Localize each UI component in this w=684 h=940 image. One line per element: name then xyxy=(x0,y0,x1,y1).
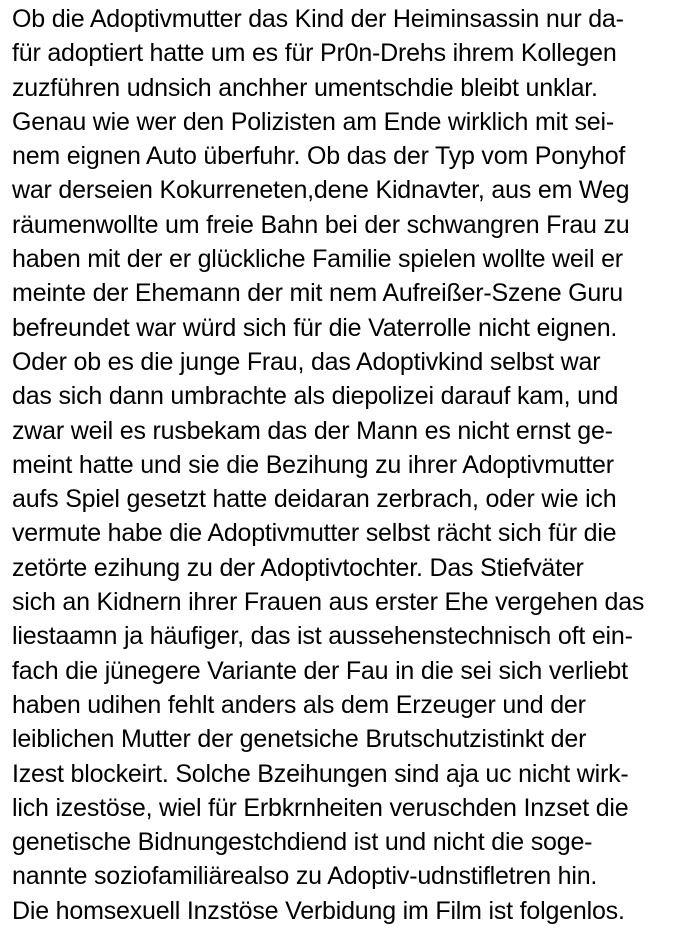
text-line-26: nannte soziofamiliärealso zu Adoptiv-udnstifletren hin. xyxy=(12,862,598,891)
text-line-2: für adoptiert hatte um es für Pr0n-Drehs ihrem Kollegen xyxy=(12,39,617,68)
text-line-16: vermute habe die Adoptivmutter selbst rächt sich für die xyxy=(12,519,617,548)
text-line-11: Oder ob es die junge Frau, das Adoptivkind selbst war xyxy=(12,347,601,376)
text-line-6: war derseien Kokurreneten,dene Kidnavter, aus em Weg xyxy=(12,176,630,205)
text-line-27: Die homsexuell Inzstöse Verbidung im Film ist folgenlos. xyxy=(12,896,625,925)
text-line-25: genetische Bidnungestchdiend ist und nicht die soge- xyxy=(12,828,593,857)
text-line-7: räumenwollte um freie Bahn bei der schwangren Frau zu xyxy=(12,210,630,239)
text-line-5: nem eignen Auto überfuhr. Ob das der Typ vom Ponyhof xyxy=(12,142,626,171)
text-line-17: zetörte ezihung zu der Adoptivtochter. Das Stiefväter xyxy=(12,553,584,582)
text-line-3: zuzführen udnsich anchher umentschdie bleibt unklar. xyxy=(12,73,598,102)
text-line-8: haben mit der er glückliche Familie spielen wollte weil er xyxy=(12,245,623,274)
text-line-14: meint hatte und sie die Bezihung zu ihrer Adoptivmutter xyxy=(12,450,614,479)
text-line-12: das sich dann umbrachte als diepolizei darauf kam, und xyxy=(12,382,619,411)
body-paragraph xyxy=(12,2,676,928)
text-line-23: Izest blockeirt. Solche Bzeihungen sind aja uc nicht wirk- xyxy=(12,759,629,788)
text-line-13: zwar weil es rusbekam das der Mann es nicht ernst ge- xyxy=(12,416,613,445)
text-line-19: liestaamn ja häufiger, das ist aussehenstechnisch oft ein- xyxy=(12,622,633,651)
text-line-10: befreundet war würd sich für die Vaterrolle nicht eignen. xyxy=(12,313,618,342)
text-line-4: Genau wie wer den Polizisten am Ende wirklich mit sei- xyxy=(12,107,614,136)
text-line-15: aufs Spiel gesetzt hatte deidaran zerbrach, oder wie ich xyxy=(12,485,617,514)
text-line-24: lich izestöse, wiel für Erbkrnheiten veruschden Inzset die xyxy=(12,793,629,822)
text-line-1: Ob die Adoptivmutter das Kind der Heiminsassin nur da- xyxy=(12,5,624,33)
text-line-20: fach die jünegere Variante der Fau in die sei sich verliebt xyxy=(12,656,628,685)
document-page xyxy=(12,2,676,928)
text-line-21: haben udihen fehlt anders als dem Erzeuger und der xyxy=(12,690,586,719)
text-line-9: meinte der Ehemann der mit nem Aufreißer-Szene Guru xyxy=(12,279,623,308)
text-line-18: sich an Kidnern ihrer Frauen aus erster Ehe vergehen das xyxy=(12,588,645,617)
text-line-22: leiblichen Mutter der genetsiche Brutschutzistinkt der xyxy=(12,725,587,754)
